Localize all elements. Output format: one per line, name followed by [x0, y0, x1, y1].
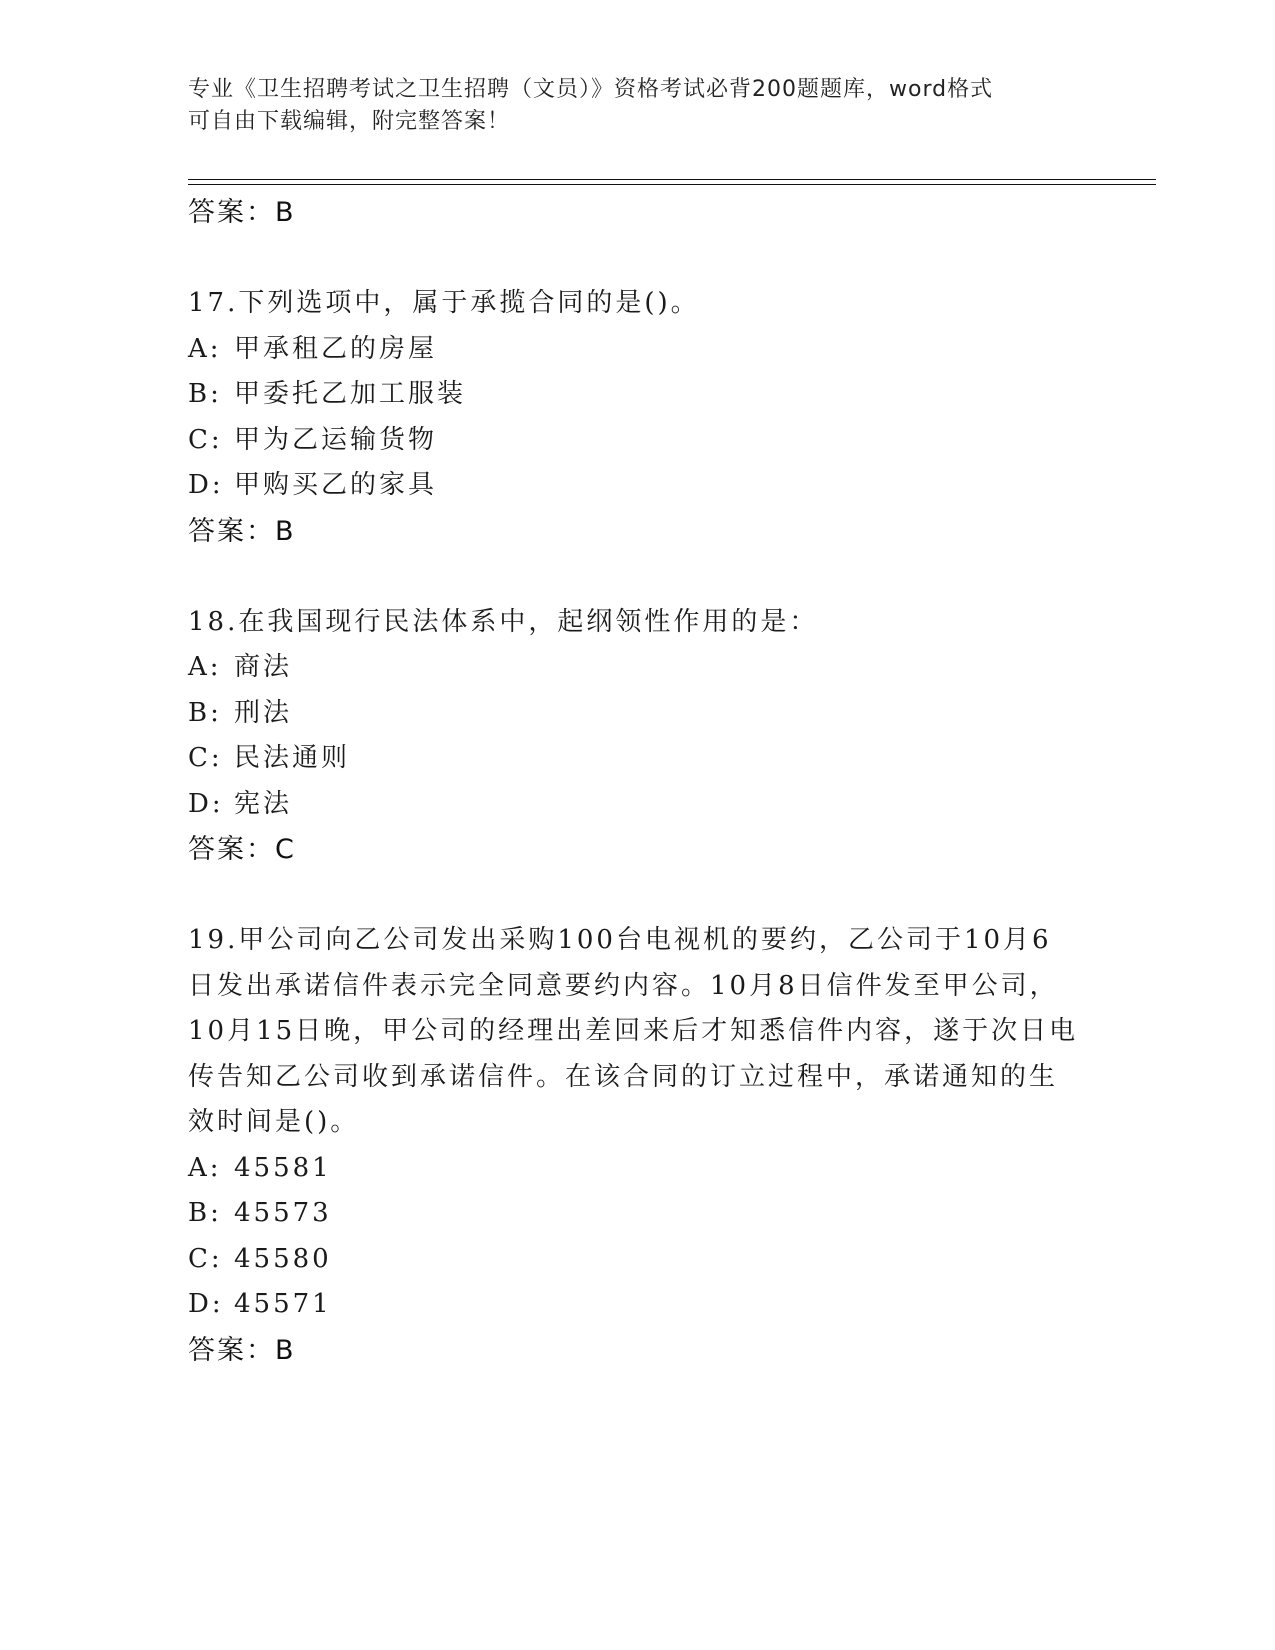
question-stem-line: 日发出承诺信件表示完全同意要约内容。10月8日信件发至甲公司， [188, 970, 1059, 1001]
option-text: 45580 [234, 1243, 332, 1274]
document-body [188, 190, 1088, 1373]
option-text: 45571 [234, 1289, 332, 1319]
question-17 [188, 281, 1088, 554]
option-text: 45573 [234, 1198, 332, 1228]
question-stem: 18.在我国现行民法体系中，起纲领性作用的是： [188, 606, 819, 637]
option-text: 甲承租乙的房屋 [234, 333, 438, 364]
question-stem-line: 10月15日晚，甲公司的经理出差回来后才知悉信件内容，遂于次日电 [188, 1016, 1079, 1046]
header-divider-bottom [188, 184, 1156, 185]
header-divider-top [188, 179, 1156, 180]
option-letter: D: [188, 788, 224, 819]
option-letter: B: [188, 697, 222, 728]
option-letter: D: [188, 470, 224, 500]
option-b [188, 691, 1088, 737]
option-text: 民法通则 [234, 743, 351, 773]
option-b [188, 372, 1088, 418]
answer: 答案：B [188, 515, 296, 547]
answer: 答案：C [188, 834, 296, 865]
option-text: 甲委托乙加工服装 [234, 379, 467, 409]
option-letter: C: [188, 424, 223, 455]
option-letter: B: [188, 1198, 222, 1228]
previous-answer: 答案：B [188, 197, 296, 228]
option-text: 甲购买乙的家具 [234, 470, 438, 500]
option-a [188, 645, 1088, 691]
option-text: 商法 [234, 652, 293, 682]
header-line-1: 专业《卫生招聘考试之卫生招聘（文员）》资格考试必背200题题库，word格式 [188, 77, 994, 102]
option-letter: A: [188, 1152, 222, 1183]
option-d [188, 782, 1088, 828]
option-c [188, 1237, 1088, 1283]
option-b [188, 1191, 1088, 1237]
question-stem: 17.下列选项中，属于承揽合同的是()。 [188, 288, 700, 318]
question-stem-line: 传告知乙公司收到承诺信件。在该合同的订立过程中，承诺通知的生 [188, 1061, 1059, 1092]
question-18 [188, 600, 1088, 873]
option-d [188, 463, 1088, 509]
question-stem-line: 19.甲公司向乙公司发出采购100台电视机的要约，乙公司于10月6 [188, 925, 1052, 955]
option-letter: A: [188, 333, 222, 364]
option-letter: C: [188, 743, 223, 773]
option-letter: B: [188, 379, 222, 409]
page-header [188, 74, 1068, 138]
answer: 答案：B [188, 1334, 296, 1366]
option-d [188, 1282, 1088, 1328]
option-a [188, 327, 1088, 373]
option-c [188, 736, 1088, 782]
option-a [188, 1146, 1088, 1192]
question-stem-line: 效时间是()。 [188, 1107, 360, 1137]
option-letter: A: [188, 652, 222, 682]
option-text: 45581 [234, 1152, 332, 1183]
option-text: 刑法 [234, 697, 293, 728]
option-text: 宪法 [234, 788, 293, 819]
question-19 [188, 918, 1088, 1373]
option-letter: C: [188, 1243, 223, 1274]
option-letter: D: [188, 1289, 224, 1319]
option-c [188, 418, 1088, 464]
option-text: 甲为乙运输货物 [234, 424, 438, 455]
header-line-2: 可自由下载编辑，附完整答案！ [188, 109, 511, 134]
